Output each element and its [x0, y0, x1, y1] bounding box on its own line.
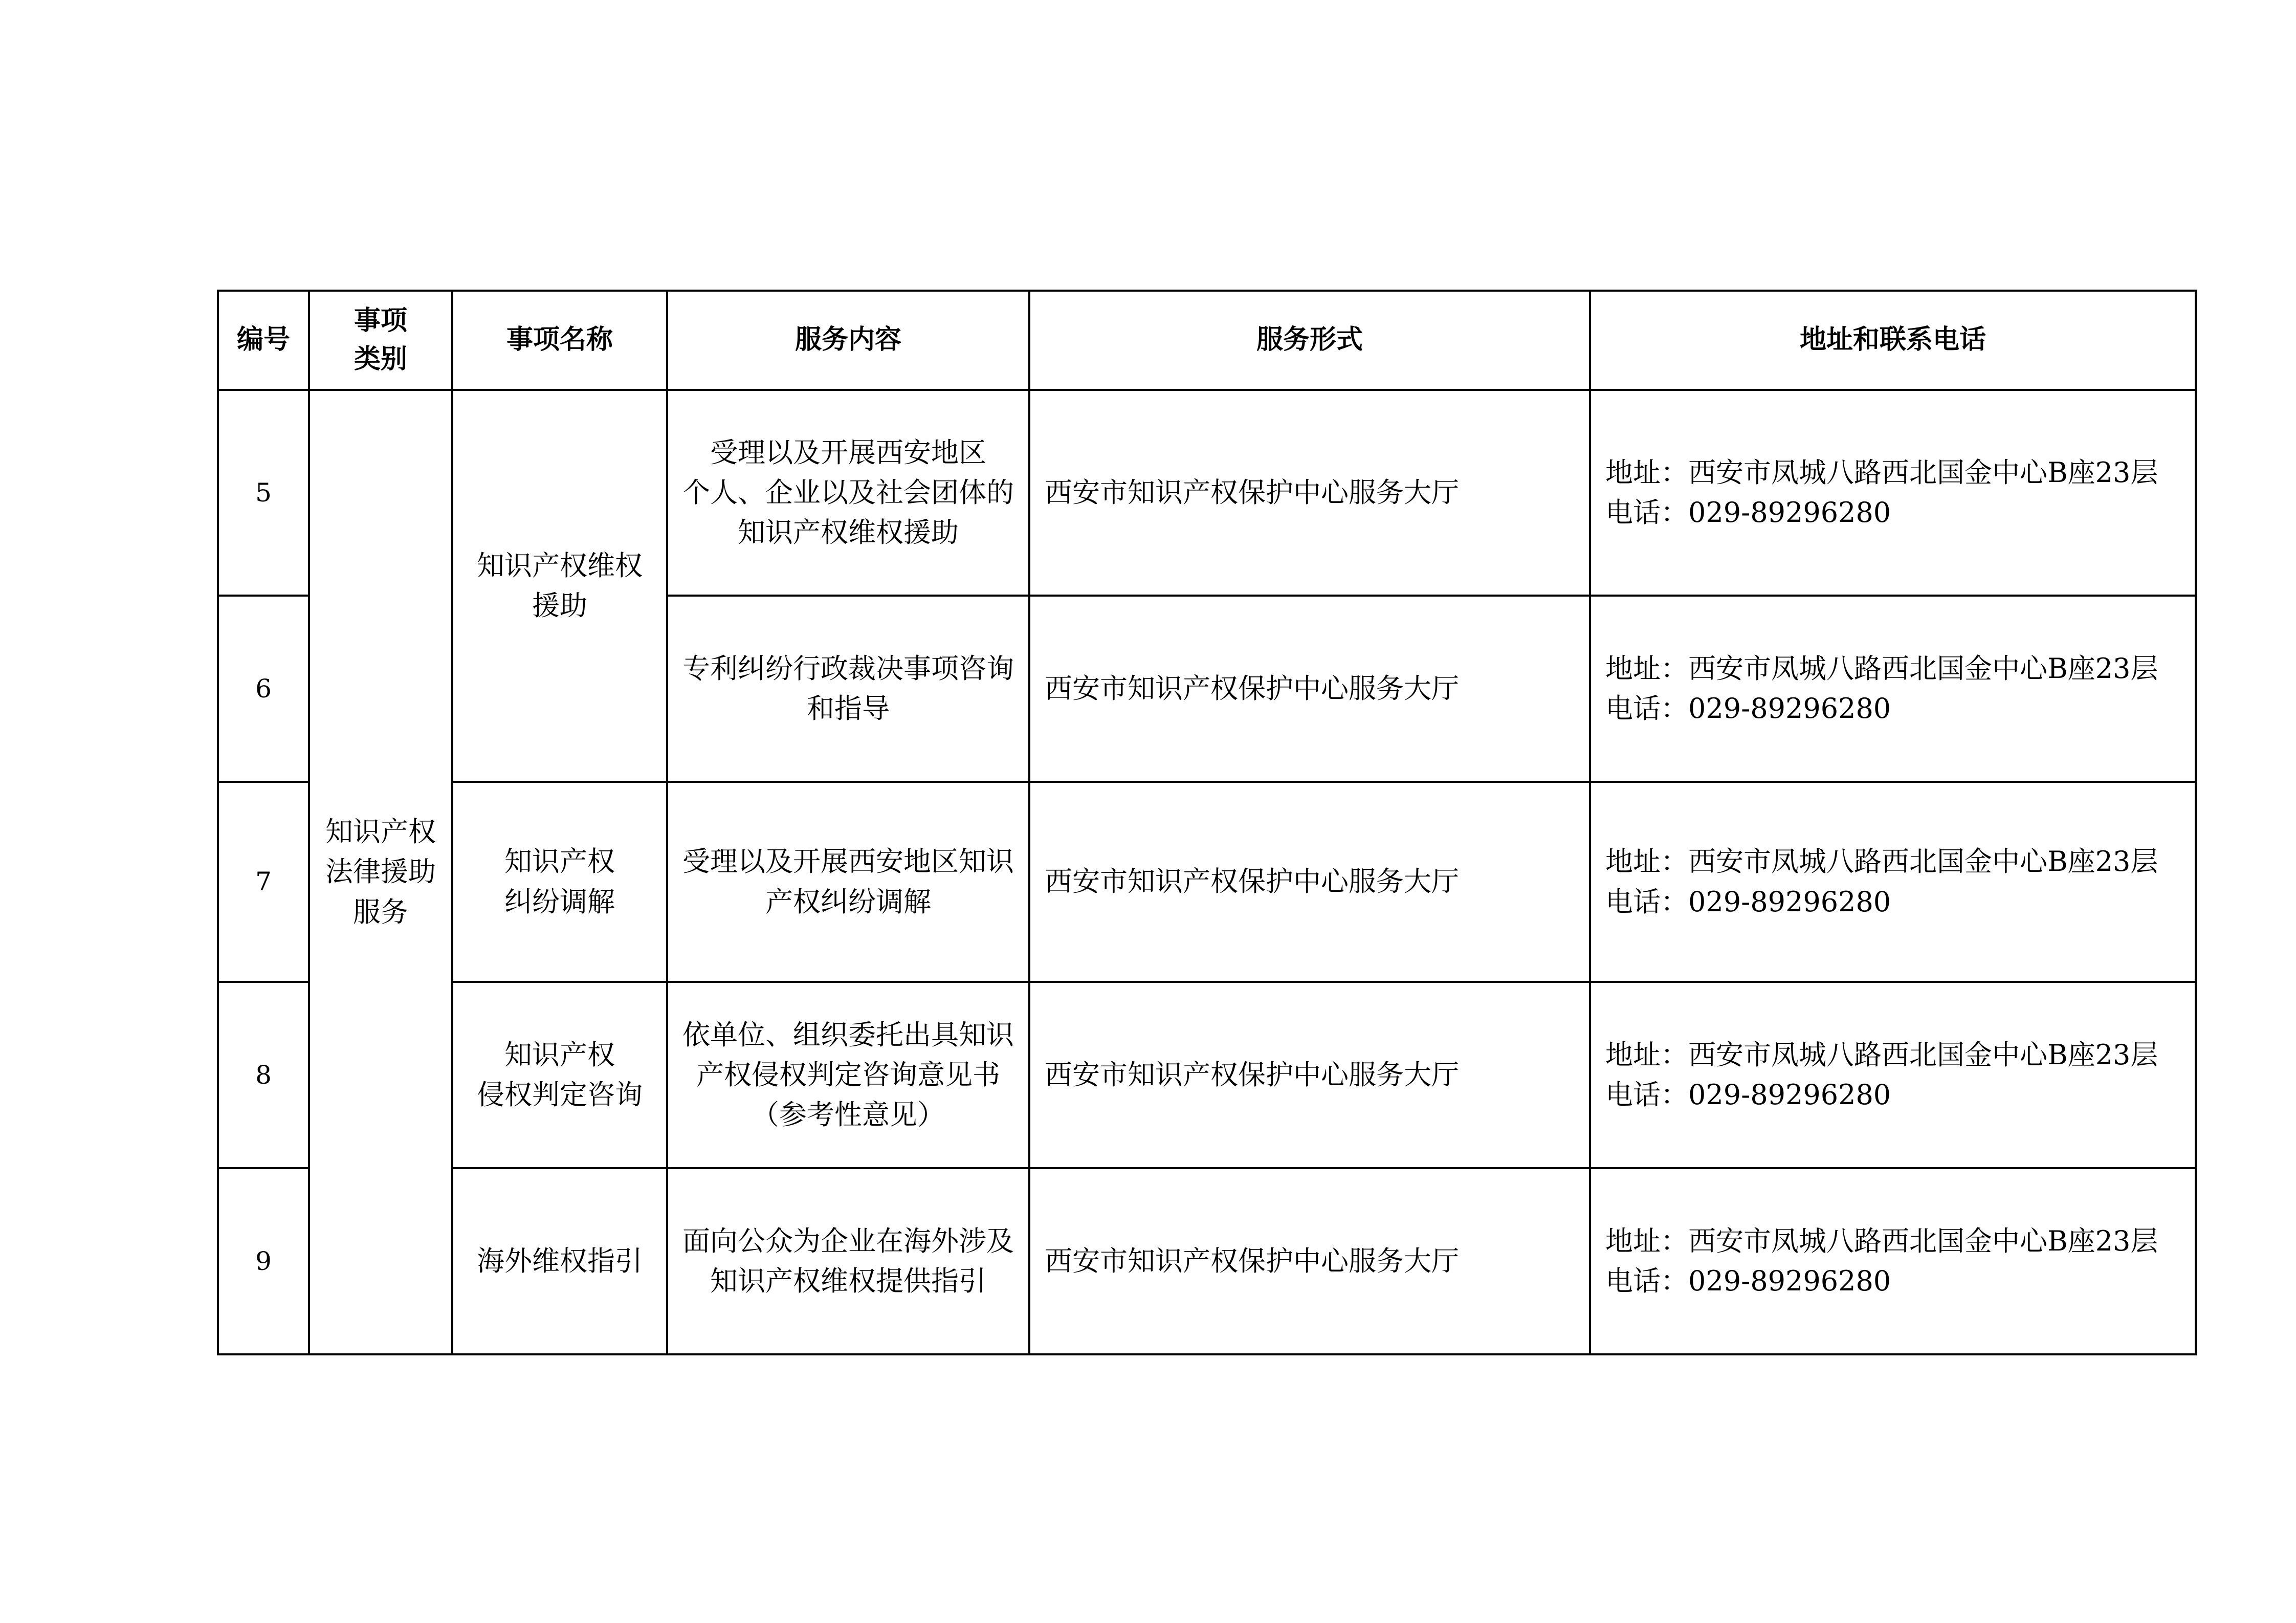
item-name-line1: 知识产权: [504, 845, 615, 878]
row-number: 5: [218, 390, 309, 596]
service-table: [217, 290, 2197, 1355]
table-row: [218, 390, 2196, 596]
contact-cell: [1590, 1168, 2196, 1354]
item-name-line1: 知识产权: [504, 1038, 615, 1071]
address-text: 地址：西安市凤城八路西北国金中心B座23层: [1605, 1038, 2158, 1071]
content-cell: [667, 982, 1029, 1168]
header-content: 服务内容: [667, 291, 1029, 390]
table-row: [218, 782, 2196, 982]
row-number: 9: [218, 1168, 309, 1354]
phone-text: 电话：029-89296280: [1605, 496, 1891, 529]
header-number: 编号: [218, 291, 309, 390]
content-line: 个人、企业以及社会团体的: [682, 476, 1014, 509]
form-cell: 西安市知识产权保护中心服务大厅: [1029, 596, 1590, 782]
header-category: [309, 291, 452, 390]
content-line: 专利纠纷行政裁决事项咨询: [682, 652, 1014, 685]
content-line: 产权纠纷调解: [765, 885, 931, 918]
content-line: 依单位、组织委托出具知识: [682, 1018, 1014, 1051]
content-line: 受理以及开展西安地区: [710, 436, 986, 469]
form-cell: 西安市知识产权保护中心服务大厅: [1029, 782, 1590, 982]
category-cell: [309, 390, 452, 1354]
item-name-line2: 纠纷调解: [504, 885, 615, 918]
content-cell: [667, 596, 1029, 782]
table-header-row: [218, 291, 2196, 390]
content-line: 面向公众为企业在海外涉及: [682, 1224, 1014, 1257]
form-cell: 西安市知识产权保护中心服务大厅: [1029, 982, 1590, 1168]
address-text: 地址：西安市凤城八路西北国金中心B座23层: [1605, 845, 2158, 878]
item-name-cell: [452, 782, 667, 982]
item-name-line1: 海外维权指引: [477, 1244, 643, 1277]
address-text: 地址：西安市凤城八路西北国金中心B座23层: [1605, 456, 2158, 489]
header-item-name: 事项名称: [452, 291, 667, 390]
content-cell: [667, 390, 1029, 596]
table-row: [218, 982, 2196, 1168]
address-text: 地址：西安市凤城八路西北国金中心B座23层: [1605, 1224, 2158, 1257]
content-line: 受理以及开展西安地区知识: [682, 845, 1014, 878]
header-category-line1: 事项: [354, 305, 407, 336]
content-cell: [667, 1168, 1029, 1354]
content-line: （参考性意见）: [752, 1099, 945, 1131]
contact-cell: [1590, 390, 2196, 596]
form-cell: 西安市知识产权保护中心服务大厅: [1029, 1168, 1590, 1354]
item-name-cell: [452, 390, 667, 782]
content-line: 知识产权维权援助: [738, 516, 959, 549]
row-number: 7: [218, 782, 309, 982]
content-line: 知识产权维权提供指引: [710, 1265, 986, 1297]
content-cell: [667, 782, 1029, 982]
phone-text: 电话：029-89296280: [1605, 1079, 1891, 1111]
row-number: 8: [218, 982, 309, 1168]
item-name-cell: [452, 1168, 667, 1354]
item-name-line1: 知识产权维权: [477, 549, 643, 582]
phone-text: 电话：029-89296280: [1605, 885, 1891, 918]
content-line: 产权侵权判定咨询意见书: [696, 1058, 1000, 1091]
contact-cell: [1590, 982, 2196, 1168]
item-name-line2: 援助: [532, 589, 587, 622]
category-line2: 法律援助: [325, 856, 436, 888]
address-text: 地址：西安市凤城八路西北国金中心B座23层: [1605, 652, 2158, 685]
item-name-cell: [452, 982, 667, 1168]
phone-text: 电话：029-89296280: [1605, 692, 1891, 725]
header-category-line2: 类别: [354, 344, 407, 375]
item-name-line2: 侵权判定咨询: [477, 1079, 643, 1111]
table-row: [218, 1168, 2196, 1354]
row-number: 6: [218, 596, 309, 782]
header-contact: 地址和联系电话: [1590, 291, 2196, 390]
contact-cell: [1590, 596, 2196, 782]
contact-cell: [1590, 782, 2196, 982]
header-form: 服务形式: [1029, 291, 1590, 390]
form-cell: 西安市知识产权保护中心服务大厅: [1029, 390, 1590, 596]
category-line3: 服务: [353, 895, 408, 928]
category-line1: 知识产权: [325, 816, 436, 848]
content-line: 和指导: [807, 692, 890, 725]
phone-text: 电话：029-89296280: [1605, 1265, 1891, 1297]
